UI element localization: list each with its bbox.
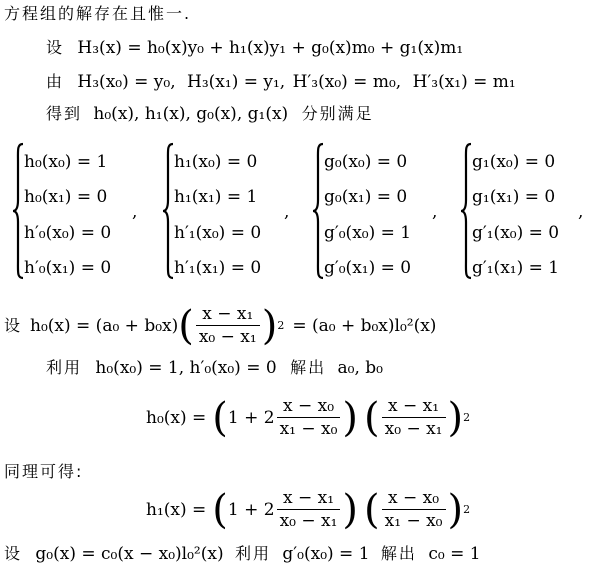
fraction: [382, 490, 446, 530]
right-paren: ): [342, 487, 359, 533]
similarly-label: 同理可得:: [4, 462, 84, 481]
left-paren: (: [212, 395, 228, 441]
system-row: h′₀(x₀) = 0: [24, 223, 112, 243]
system-row: g₁(x₀) = 0: [472, 152, 556, 172]
system-row: h₀(x₀) = 1: [24, 152, 108, 172]
fraction-denominator: x₀ − x₁: [198, 327, 257, 347]
left-brace-icon: [312, 142, 324, 280]
equation-lhs: h₀(x) =: [146, 407, 207, 428]
solve-label: 解出: [290, 358, 327, 377]
system-row: g′₀(x₀) = 1: [324, 223, 412, 243]
set-label: 设: [4, 316, 23, 335]
system-h1: [162, 142, 292, 282]
fraction-denominator: x₁ − x₀: [384, 511, 443, 531]
h3-definition: H₃(x) = h₀(x)y₀ + h₁(x)y₁ + g₀(x)m₀ + g₁(x)m₁: [77, 38, 464, 58]
set-label: 设: [4, 544, 23, 563]
solve-variables: a₀, b₀: [337, 358, 383, 378]
solve-label: 解出: [380, 544, 417, 563]
fraction-denominator: x₀ − x₁: [279, 511, 338, 531]
system-h0: [12, 142, 142, 282]
get-label: 得到: [46, 104, 83, 123]
fraction: [277, 490, 341, 530]
intro-text: 方程组的解存在且惟一.: [4, 4, 192, 23]
one-plus-two: 1 + 2: [227, 407, 275, 428]
left-paren: (: [212, 487, 228, 533]
system-row: g₀(x₀) = 0: [324, 152, 408, 172]
h0-form-lhs: h₀(x) = (a₀ + b₀x): [30, 315, 179, 336]
condition-3: H′₃(x₀) = m₀,: [292, 72, 402, 92]
h0-form-line: 设 h₀(x) = (a₀ + b₀x) ( $\frac{\text{x − x₁}}{\text{x₀ − x₁}}$ ) 2 = (a₀ + b₀x)l₀²(x): [4, 303, 437, 349]
from-label: 由: [46, 72, 65, 91]
basis-functions: h₀(x), h₁(x), g₀(x), g₁(x): [93, 104, 289, 124]
use-conditions: h₀(x₀) = 1, h′₀(x₀) = 0: [95, 358, 277, 378]
g0-condition: g′₀(x₀) = 1: [282, 544, 370, 564]
separator-comma: ,: [284, 202, 290, 222]
h3-definition-line: [46, 40, 463, 57]
system-row: g′₁(x₀) = 0: [472, 223, 560, 243]
fraction: [382, 398, 446, 438]
equation-lhs: h₁(x) =: [146, 499, 207, 520]
set-label: 设: [46, 38, 65, 57]
system-g0: [312, 142, 442, 282]
left-paren: (: [178, 303, 194, 349]
fraction-numerator: x − x₁: [277, 490, 341, 510]
separator-comma: ,: [578, 202, 584, 222]
fraction-denominator: x₁ − x₀: [279, 419, 338, 439]
condition-4: H′₃(x₁) = m₁: [412, 72, 516, 92]
separator-comma: ,: [132, 202, 138, 222]
fraction-numerator: x − x₁: [196, 306, 260, 326]
conditions-line: [46, 74, 516, 91]
h0-form-rhs: = (a₀ + b₀x)l₀²(x): [292, 315, 437, 336]
right-paren: ): [447, 487, 464, 533]
system-row: g₀(x₁) = 0: [324, 187, 408, 207]
condition-1: H₃(x₀) = y₀,: [77, 72, 176, 92]
left-paren: (: [364, 487, 380, 533]
system-g1: [460, 142, 572, 282]
fraction-numerator: x − x₁: [382, 398, 446, 418]
g0-form-line: [4, 546, 481, 563]
right-paren: ): [342, 395, 359, 441]
use-label: 利用: [46, 358, 83, 377]
fraction-numerator: x − x₀: [277, 398, 341, 418]
left-brace-icon: [460, 142, 472, 280]
use-conditions-line: [46, 360, 383, 377]
fraction-denominator: x₀ − x₁: [384, 419, 443, 439]
left-paren: (: [364, 395, 380, 441]
separator-comma: ,: [432, 202, 438, 222]
one-plus-two: 1 + 2: [227, 499, 275, 520]
system-row: g₁(x₁) = 0: [472, 187, 556, 207]
system-row: g′₁(x₁) = 1: [472, 258, 560, 278]
system-row: h′₁(x₀) = 0: [174, 223, 262, 243]
system-row: h₁(x₀) = 0: [174, 152, 258, 172]
fraction: [277, 398, 341, 438]
right-paren: ): [261, 303, 278, 349]
left-brace-icon: [162, 142, 174, 280]
fraction-numerator: x − x₀: [382, 490, 446, 510]
basis-functions-line: [46, 106, 374, 123]
system-row: h′₁(x₁) = 0: [174, 258, 262, 278]
system-row: h′₀(x₁) = 0: [24, 258, 112, 278]
condition-2: H₃(x₁) = y₁,: [187, 72, 286, 92]
left-brace-icon: [12, 142, 24, 280]
system-row: h₀(x₁) = 0: [24, 187, 108, 207]
satisfy-label: 分别满足: [301, 104, 374, 123]
fraction: [196, 306, 260, 346]
system-row: g′₀(x₁) = 0: [324, 258, 412, 278]
h1-result-equation: h₁(x) = ( 1 + 2 $\frac{\text{x − x₁}}{\text{x₀ − x₁}}$ ) ( $\frac{\text{x − x₀}}{\text{x₁ − x₀}}$ ) 2: [146, 487, 471, 533]
h0-result-equation: h₀(x) = ( 1 + 2 $\frac{\text{x − x₀}}{\text{x₁ − x₀}}$ ) ( $\frac{\text{x − x₁}}{\text{x₀ − x₁}}$ ) 2: [146, 395, 471, 441]
use-label: 利用: [235, 544, 272, 563]
right-paren: ): [447, 395, 464, 441]
g0-result: c₀ = 1: [428, 544, 481, 564]
g0-form: g₀(x) = c₀(x − x₀)l₀²(x): [35, 544, 224, 564]
system-row: h₁(x₁) = 1: [174, 187, 258, 207]
